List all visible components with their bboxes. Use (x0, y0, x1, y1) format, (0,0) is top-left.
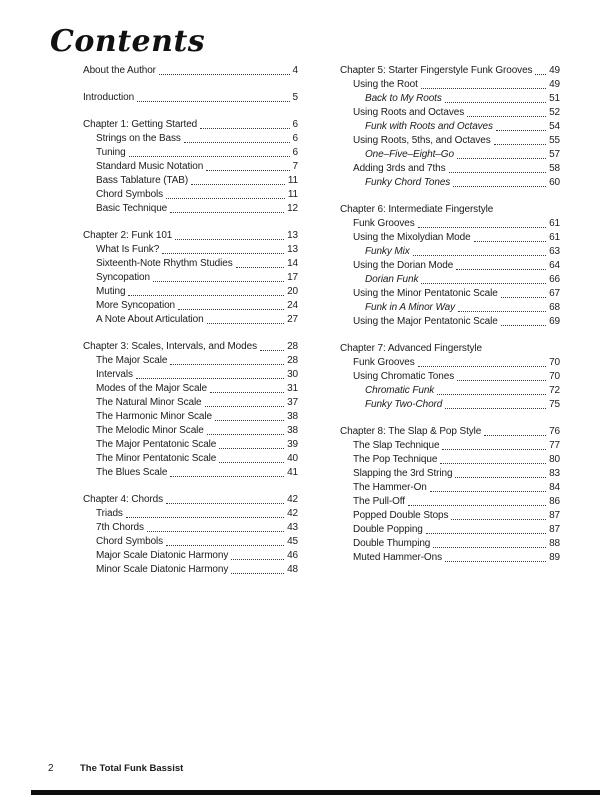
toc-chapter-entry (83, 340, 298, 354)
toc-entry-page: 69 (549, 316, 560, 327)
toc-entry-page: 43 (287, 522, 298, 533)
page-title: Contents (50, 24, 206, 59)
toc-entry-label: Chapter 3: Scales, Intervals, and Modes (83, 341, 257, 352)
toc-entry-page: 83 (549, 468, 560, 479)
toc-section-entry (83, 563, 298, 577)
toc-entry-dots (136, 378, 284, 379)
toc-entry-label: Chapter 5: Starter Fingerstyle Funk Grooves (340, 65, 533, 76)
toc-entry-dots (128, 295, 284, 296)
toc-entry-dots (170, 364, 284, 365)
toc-section-entry (340, 495, 560, 509)
toc-entry-label: Funk with Roots and Octaves (365, 121, 493, 132)
toc-entry-page: 48 (287, 564, 298, 575)
toc-section-entry (83, 521, 298, 535)
toc-entry-page: 46 (287, 550, 298, 561)
toc-entry-label: One–Five–Eight–Go (365, 149, 454, 160)
toc-section-entry (83, 271, 298, 285)
footer-page-number: 2 (48, 763, 54, 774)
toc-section-entry (83, 535, 298, 549)
toc-section-entry (340, 439, 560, 453)
toc-entry-dots (494, 144, 546, 145)
toc-entry-label: Minor Scale Diatonic Harmony (96, 564, 229, 575)
toc-section-entry (340, 509, 560, 523)
toc-entry-label: Chapter 2: Funk 101 (83, 230, 173, 241)
toc-entry-label: Intervals (96, 369, 133, 380)
toc-entry-dots (170, 476, 284, 477)
toc-entry-label: Chord Symbols (96, 536, 164, 547)
toc-entry-dots (501, 297, 546, 298)
toc-example-entry (340, 245, 560, 259)
toc-entry-page: 49 (549, 79, 560, 90)
toc-entry-label: The Major Pentatonic Scale (96, 439, 217, 450)
toc-entry-dots (178, 309, 284, 310)
toc-example-entry (340, 176, 560, 190)
toc-entry-page: 63 (549, 246, 560, 257)
toc-entry-page: 13 (287, 244, 298, 255)
toc-entry-dots (159, 74, 290, 75)
toc-entry-page: 30 (287, 369, 298, 380)
toc-entry-page: 75 (549, 399, 560, 410)
toc-section-entry (83, 174, 298, 188)
toc-entry-label: The Natural Minor Scale (96, 397, 202, 408)
toc-entry-label: The Harmonic Minor Scale (96, 411, 212, 422)
toc-entry-label: The Minor Pentatonic Scale (96, 453, 217, 464)
toc-entry-dots (129, 156, 290, 157)
toc-entry-page: 61 (549, 218, 560, 229)
toc-entry-dots (215, 420, 284, 421)
toc-section-entry (83, 146, 298, 160)
toc-entry-label: Muting (96, 286, 126, 297)
toc-entry-label: Popped Double Stops (353, 510, 449, 521)
toc-chapter-entry (340, 64, 560, 78)
toc-example-entry (340, 301, 560, 315)
toc-entry-label: Sixteenth-Note Rhythm Studies (96, 258, 233, 269)
toc-entry-dots (147, 531, 284, 532)
toc-section-entry (340, 537, 560, 551)
toc-section-entry (83, 354, 298, 368)
toc-section-entry (83, 257, 298, 271)
toc-entry-page: 41 (287, 467, 298, 478)
toc-entry-page: 4 (292, 65, 298, 76)
toc-entry-page: 40 (287, 453, 298, 464)
toc-example-entry (340, 384, 560, 398)
toc-entry-label: Modes of the Major Scale (96, 383, 207, 394)
toc-entry-page: 38 (287, 411, 298, 422)
toc-entry-page: 51 (549, 93, 560, 104)
toc-entry-page: 11 (287, 189, 298, 200)
toc-section-entry (83, 410, 298, 424)
toc-entry-page: 67 (549, 288, 560, 299)
toc-section-entry (340, 453, 560, 467)
toc-entry-dots (451, 519, 546, 520)
toc-entry-label: A Note About Articulation (96, 314, 204, 325)
toc-entry-label: Dorian Funk (365, 274, 419, 285)
toc-entry-dots (413, 255, 546, 256)
toc-entry-page: 87 (549, 510, 560, 521)
toc-entry-dots (184, 142, 290, 143)
toc-example-entry (340, 92, 560, 106)
toc-entry-label: Introduction (83, 92, 135, 103)
toc-entry-page: 37 (287, 397, 298, 408)
toc-entry-page: 31 (287, 383, 298, 394)
toc-entry-label: Chromatic Funk (365, 385, 435, 396)
toc-entry-label: Major Scale Diatonic Harmony (96, 550, 229, 561)
toc-entry-label: The Hammer-On (353, 482, 427, 493)
toc-entry-dots (455, 477, 546, 478)
toc-chapter-entry (340, 425, 560, 439)
toc-columns (83, 64, 560, 577)
toc-example-entry (340, 148, 560, 162)
toc-entry-label: Muted Hammer-Ons (353, 552, 442, 563)
toc-entry-dots (219, 462, 284, 463)
toc-entry-dots (137, 101, 289, 102)
toc-entry-label: Basic Technique (96, 203, 168, 214)
toc-entry-dots (426, 533, 546, 534)
toc-entry-label: Back to My Roots (365, 93, 442, 104)
toc-entry-label: The Major Scale (96, 355, 168, 366)
toc-entry-label: Syncopation (96, 272, 150, 283)
toc-entry-label: Funky Two-Chord (365, 399, 443, 410)
toc-entry-page: 54 (549, 121, 560, 132)
toc-entry-dots (442, 449, 546, 450)
scan-edge-line (31, 790, 600, 795)
toc-entry-label: Chapter 7: Advanced Fingerstyle (340, 343, 482, 354)
toc-entry-dots (430, 491, 546, 492)
toc-section-entry (340, 523, 560, 537)
toc-entry-dots (206, 170, 289, 171)
toc-entry-label: Using Roots and Octaves (353, 107, 465, 118)
toc-entry-page: 42 (287, 508, 298, 519)
toc-entry-page: 70 (549, 357, 560, 368)
toc-entry-page: 38 (287, 425, 298, 436)
toc-section-entry (340, 370, 560, 384)
toc-entry-dots (449, 172, 547, 173)
toc-entry-page: 86 (549, 496, 560, 507)
toc-section-entry (340, 162, 560, 176)
toc-entry-dots (418, 366, 546, 367)
toc-entry-dots (408, 505, 546, 506)
toc-entry-page: 27 (287, 314, 298, 325)
toc-section-entry (340, 287, 560, 301)
toc-entry-page: 58 (549, 163, 560, 174)
toc-entry-page: 24 (287, 300, 298, 311)
toc-entry-dots (170, 212, 284, 213)
toc-entry-page: 45 (287, 536, 298, 547)
toc-entry-page: 12 (287, 203, 298, 214)
toc-entry-label: Chord Symbols (96, 189, 164, 200)
toc-entry-dots (126, 517, 284, 518)
toc-entry-dots (210, 392, 284, 393)
toc-entry-dots (433, 547, 546, 548)
toc-entry-label: Triads (96, 508, 123, 519)
toc-section-entry (340, 134, 560, 148)
toc-entry-label: Double Thumping (353, 538, 431, 549)
toc-section-entry (83, 313, 298, 327)
toc-entry-dots (484, 435, 546, 436)
toc-example-entry (340, 398, 560, 412)
toc-entry-dots (175, 239, 284, 240)
toc-entry-dots (456, 269, 546, 270)
toc-section-entry (83, 243, 298, 257)
footer-book-title: The Total Funk Bassist (80, 763, 184, 774)
toc-entry-label: More Syncopation (96, 300, 176, 311)
toc-section-entry (83, 424, 298, 438)
toc-section-entry (83, 466, 298, 480)
toc-entry-page: 70 (549, 371, 560, 382)
toc-entry-label: Funk Grooves (353, 357, 415, 368)
toc-entry-label: The Slap Technique (353, 440, 440, 451)
toc-entry-dots (445, 408, 546, 409)
toc-entry-dots (207, 323, 284, 324)
toc-entry-label: Slapping the 3rd String (353, 468, 453, 479)
toc-section-entry (83, 396, 298, 410)
toc-entry-label: The Pop Technique (353, 454, 438, 465)
toc-entry-page: 66 (549, 274, 560, 285)
toc-entry-label: Chapter 4: Chords (83, 494, 164, 505)
toc-entry-page: 14 (287, 258, 298, 269)
toc-entry-dots (418, 227, 546, 228)
toc-entry-label: Funk in A Minor Way (365, 302, 455, 313)
toc-section-entry (340, 78, 560, 92)
toc-entry-dots (457, 380, 546, 381)
toc-entry-dots (421, 88, 546, 89)
toc-entry-label: Using the Root (353, 79, 418, 90)
toc-entry-label: The Blues Scale (96, 467, 168, 478)
toc-entry-label: Chapter 6: Intermediate Fingerstyle (340, 204, 494, 215)
toc-entry-label: Chapter 1: Getting Started (83, 119, 198, 130)
toc-chapter-entry (83, 229, 298, 243)
toc-entry-dots (166, 503, 284, 504)
toc-entry-label: Funky Chord Tones (365, 177, 451, 188)
toc-entry-page: 57 (549, 149, 560, 160)
toc-section-entry (340, 217, 560, 231)
toc-chapter-entry (83, 493, 298, 507)
toc-entry-label: Using the Mixolydian Mode (353, 232, 471, 243)
toc-entry-label: Using the Minor Pentatonic Scale (353, 288, 498, 299)
toc-entry-dots (200, 128, 289, 129)
toc-entry-label: The Melodic Minor Scale (96, 425, 204, 436)
toc-section-entry (340, 356, 560, 370)
toc-entry-page: 68 (549, 302, 560, 313)
toc-entry-page: 49 (549, 65, 560, 76)
toc-column-left (83, 64, 298, 577)
toc-section-entry (340, 467, 560, 481)
toc-section-entry (83, 549, 298, 563)
toc-entry-page: 28 (287, 355, 298, 366)
toc-entry-page: 20 (287, 286, 298, 297)
toc-entry-dots (445, 102, 546, 103)
toc-entry-dots (260, 350, 284, 351)
toc-entry-dots (153, 281, 284, 282)
toc-entry-page: 80 (549, 454, 560, 465)
toc-entry-label: 7th Chords (96, 522, 144, 533)
toc-section-entry (83, 368, 298, 382)
toc-section-entry (83, 452, 298, 466)
toc-entry-label: Funky Mix (365, 246, 410, 257)
toc-entry-dots (496, 130, 546, 131)
toc-entry-dots (166, 545, 284, 546)
toc-entry-label: Funk Grooves (353, 218, 415, 229)
toc-entry-label: Using the Major Pentatonic Scale (353, 316, 498, 327)
toc-entry-page: 64 (549, 260, 560, 271)
toc-entry-page: 28 (287, 341, 298, 352)
toc-entry-label: Adding 3rds and 7ths (353, 163, 446, 174)
toc-entry-page: 6 (292, 119, 298, 130)
toc-entry-dots (453, 186, 546, 187)
toc-entry-dots (205, 406, 285, 407)
toc-example-entry (340, 120, 560, 134)
toc-entry-page: 76 (549, 426, 560, 437)
toc-entry-page: 52 (549, 107, 560, 118)
toc-entry-page: 6 (292, 133, 298, 144)
toc-entry-label: About the Author (83, 65, 156, 76)
toc-entry-dots (535, 74, 546, 75)
toc-entry-page: 17 (287, 272, 298, 283)
toc-chapter-entry (340, 342, 560, 356)
toc-entry-page: 55 (549, 135, 560, 146)
toc-entry-label: Using the Dorian Mode (353, 260, 454, 271)
toc-section-entry (83, 382, 298, 396)
toc-entry-dots (458, 311, 546, 312)
toc-entry-label: What Is Funk? (96, 244, 160, 255)
toc-entry-dots (231, 573, 284, 574)
toc-entry-dots (445, 561, 546, 562)
toc-entry-label: Using Roots, 5ths, and Octaves (353, 135, 491, 146)
toc-entry-dots (231, 559, 284, 560)
toc-section-entry (83, 285, 298, 299)
toc-entry-page: 13 (287, 230, 298, 241)
toc-section-entry (83, 299, 298, 313)
toc-entry-dots (457, 158, 546, 159)
toc-entry-page: 11 (287, 175, 298, 186)
toc-entry-dots (236, 267, 284, 268)
toc-example-entry (340, 273, 560, 287)
toc-section-entry (83, 132, 298, 146)
toc-entry-page: 84 (549, 482, 560, 493)
toc-entry-page: 87 (549, 524, 560, 535)
toc-entry-dots (440, 463, 546, 464)
toc-entry-dots (437, 394, 546, 395)
toc-entry-dots (421, 283, 546, 284)
toc-entry-label: Using Chromatic Tones (353, 371, 455, 382)
toc-section-entry (83, 202, 298, 216)
toc-entry-label: Chapter 8: The Slap & Pop Style (340, 426, 482, 437)
toc-section-entry (83, 160, 298, 174)
toc-entry-dots (467, 116, 546, 117)
toc-entry-label: The Pull-Off (353, 496, 405, 507)
toc-entry-page: 77 (549, 440, 560, 451)
toc-entry-label: Double Popping (353, 524, 423, 535)
toc-entry-page: 7 (292, 161, 298, 172)
toc-section-entry (340, 259, 560, 273)
toc-entry-dots (219, 448, 284, 449)
page-footer (48, 763, 183, 774)
toc-entry-dots (191, 184, 285, 185)
toc-section-entry (340, 106, 560, 120)
toc-chapter-entry (83, 64, 298, 78)
toc-section-entry (340, 231, 560, 245)
toc-column-right (340, 64, 560, 577)
toc-entry-label: Tuning (96, 147, 126, 158)
toc-section-entry (340, 315, 560, 329)
toc-chapter-entry (340, 203, 560, 217)
toc-section-entry (83, 188, 298, 202)
toc-entry-page: 88 (549, 538, 560, 549)
toc-entry-dots (166, 198, 285, 199)
toc-section-entry (340, 481, 560, 495)
toc-section-entry (83, 438, 298, 452)
toc-entry-dots (207, 434, 284, 435)
toc-entry-page: 60 (549, 177, 560, 188)
toc-section-entry (340, 551, 560, 565)
toc-entry-page: 89 (549, 552, 560, 563)
toc-entry-dots (162, 253, 284, 254)
toc-entry-dots (501, 325, 546, 326)
toc-entry-page: 6 (292, 147, 298, 158)
toc-section-entry (83, 507, 298, 521)
toc-entry-page: 39 (287, 439, 298, 450)
toc-entry-dots (474, 241, 547, 242)
toc-entry-page: 61 (549, 232, 560, 243)
toc-entry-page: 5 (292, 92, 298, 103)
toc-entry-page: 72 (549, 385, 560, 396)
toc-entry-label: Strings on the Bass (96, 133, 181, 144)
toc-entry-label: Standard Music Notation (96, 161, 204, 172)
toc-entry-page: 42 (287, 494, 298, 505)
toc-entry-label: Bass Tablature (TAB) (96, 175, 189, 186)
toc-chapter-entry (83, 91, 298, 105)
toc-chapter-entry (83, 118, 298, 132)
